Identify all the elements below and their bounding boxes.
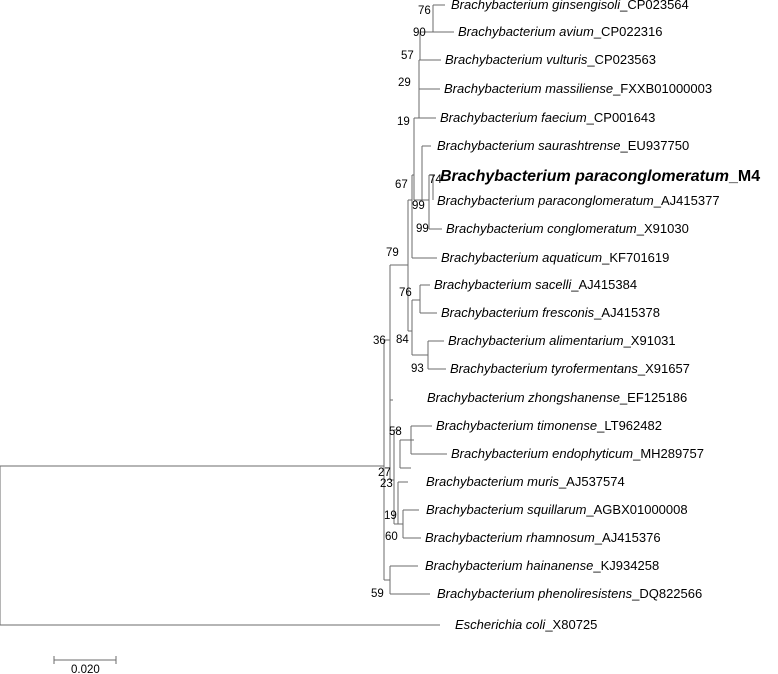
- leaf-label: Brachybacterium hainanense_KJ934258: [425, 558, 660, 573]
- bootstrap-value: 84: [396, 334, 409, 346]
- leaf-label: Brachybacterium conglomeratum_X91030: [446, 221, 689, 236]
- bootstrap-value: 59: [371, 588, 384, 600]
- leaf-label: Brachybacterium endophyticum_MH289757: [451, 446, 704, 461]
- leaf-label: Brachybacterium rhamnosum_AJ415376: [425, 530, 661, 545]
- bootstrap-value: 23: [380, 478, 393, 490]
- bootstrap-value: 76: [399, 287, 412, 299]
- bootstrap-value: 27: [378, 467, 391, 479]
- bootstrap-value: 19: [397, 116, 410, 128]
- bootstrap-value: 90: [413, 27, 426, 39]
- leaf-label: Brachybacterium massiliense_FXXB01000003: [444, 81, 713, 96]
- bootstrap-value: 36: [373, 335, 386, 347]
- leaf-label-outgroup: Escherichia coli_X80725: [455, 617, 598, 632]
- leaf-label-highlighted: Brachybacterium paraconglomeratum_M4: [440, 168, 761, 185]
- bootstrap-value: 99: [416, 223, 429, 235]
- bootstrap-value: 60: [385, 531, 398, 543]
- bootstrap-value: 74: [429, 174, 442, 186]
- leaf-label: Brachybacterium saurashtrense_EU937750: [437, 138, 690, 153]
- bootstrap-value: 57: [401, 50, 414, 62]
- bootstrap-value: 99: [412, 200, 425, 212]
- bootstrap-value: 93: [411, 363, 424, 375]
- leaf-label: Brachybacterium avium_CP022316: [458, 24, 663, 39]
- leaf-label: Brachybacterium ginsengisoli_CP023564: [451, 0, 689, 12]
- leaf-label: Brachybacterium tyrofermentans_X91657: [450, 361, 690, 376]
- scale-bar: [54, 656, 116, 674]
- leaf-label: Brachybacterium paraconglomeratum_AJ415377: [437, 193, 720, 208]
- leaf-label: Brachybacterium phenoliresistens_DQ822566: [437, 586, 703, 601]
- leaf-label: Brachybacterium timonense_LT962482: [436, 418, 662, 433]
- leaf-label: Brachybacterium faecium_CP001643: [440, 110, 656, 125]
- leaf-label: Brachybacterium fresconis_AJ415378: [441, 305, 660, 320]
- bootstrap-value: 76: [418, 5, 431, 17]
- bootstrap-value: 79: [386, 247, 399, 259]
- leaf-label: Brachybacterium alimentarium_X91031: [448, 333, 676, 348]
- bootstrap-value: 58: [389, 426, 402, 438]
- leaf-label: Brachybacterium vulturis_CP023563: [445, 52, 656, 67]
- bootstrap-value: 29: [398, 77, 411, 89]
- leaf-label: Brachybacterium muris_AJ537574: [426, 474, 625, 489]
- leaf-label: Brachybacterium sacelli_AJ415384: [434, 277, 638, 292]
- leaf-label: Brachybacterium aquaticum_KF701619: [441, 250, 670, 265]
- scale-bar-label: 0.020: [71, 664, 100, 674]
- leaf-label: Brachybacterium squillarum_AGBX01000008: [426, 502, 688, 517]
- leaf-labels: [425, 0, 760, 632]
- leaf-label: Brachybacterium zhongshanense_EF125186: [427, 390, 688, 405]
- bootstrap-value: 67: [395, 179, 408, 191]
- bootstrap-value: 19: [384, 510, 397, 522]
